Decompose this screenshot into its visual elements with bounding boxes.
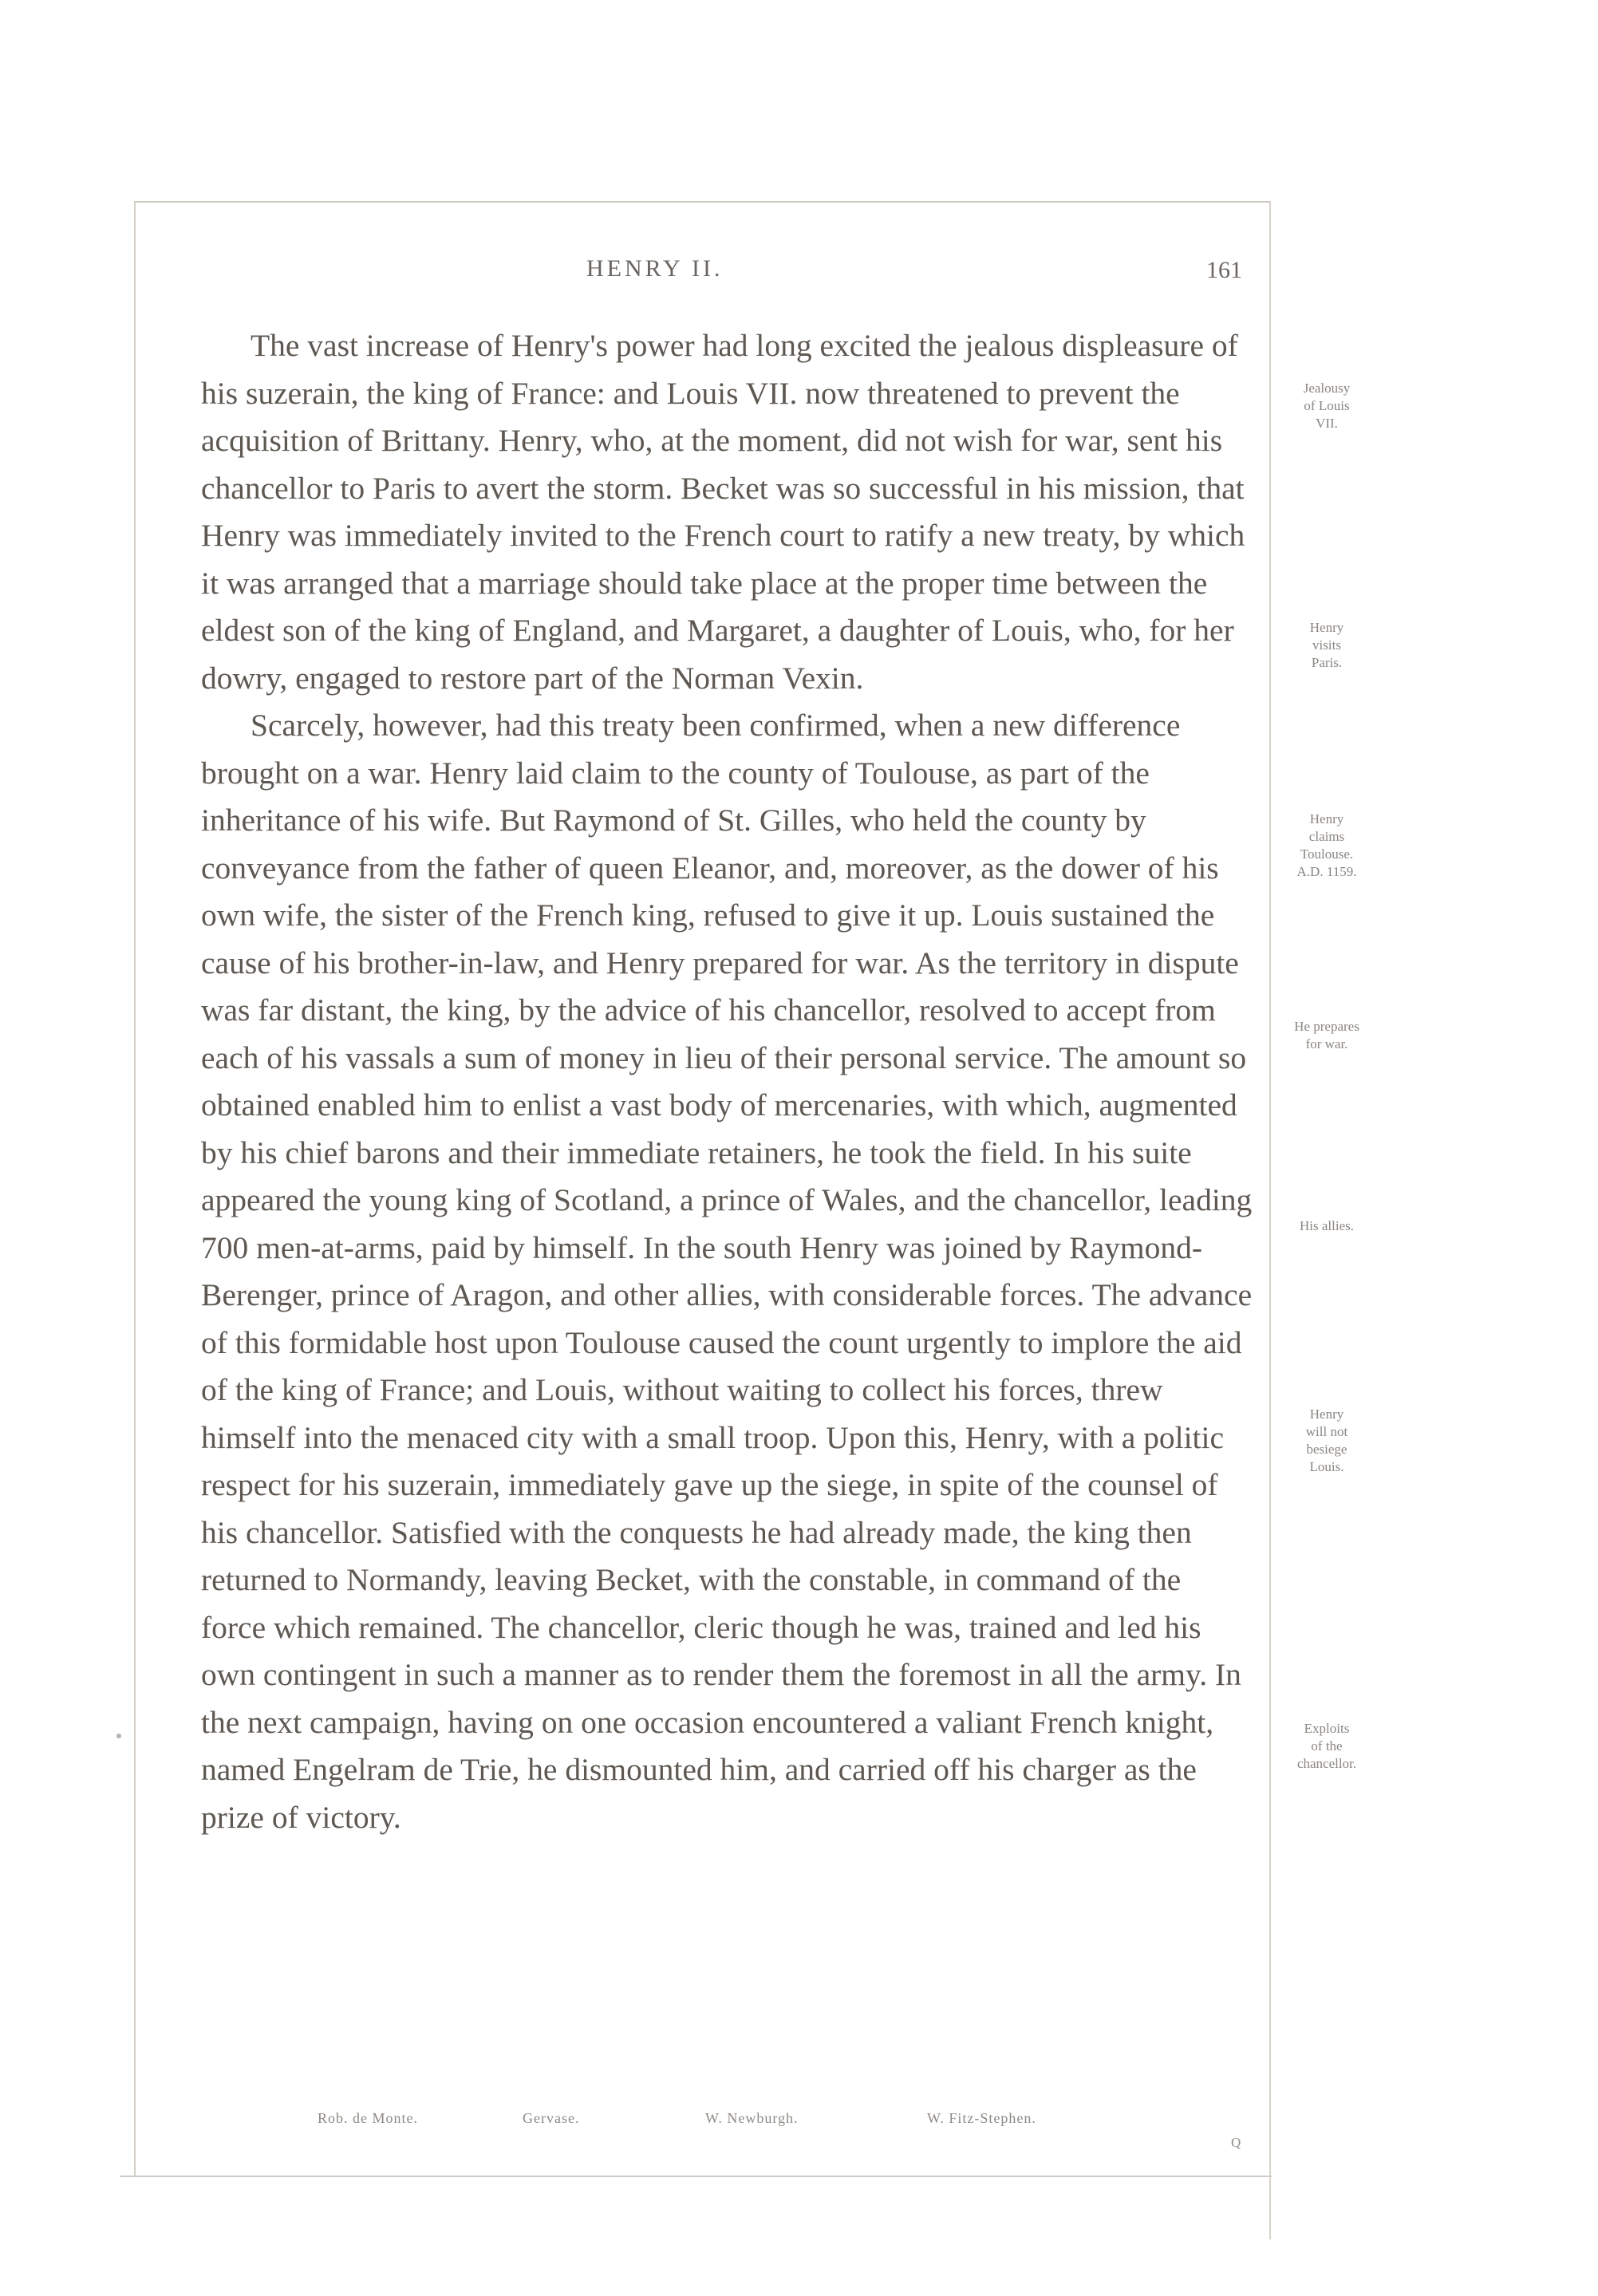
- page-frame-top-rule: [134, 201, 1271, 203]
- margin-mark: [116, 1734, 121, 1738]
- signature-mark: Q: [1231, 2135, 1241, 2150]
- running-head: HENRY II.: [586, 255, 724, 282]
- page-number: 161: [1206, 257, 1242, 283]
- side-note-allies: His allies.: [1300, 1218, 1354, 1233]
- footnote-source: W. Fitz-Stephen.: [927, 2110, 1036, 2126]
- footnote-source: Rob. de Monte.: [318, 2110, 418, 2126]
- side-note-not-besiege: Henry will not besiege Louis.: [1305, 1406, 1348, 1474]
- body-text: [201, 322, 1253, 1841]
- side-note-prepares-war: He prepares for war.: [1294, 1019, 1359, 1051]
- paragraph: The vast increase of Henry's power had long excited the jealous displeasure of his suzerain, the king of France: and Louis VII. now threatened to prevent the acquisition of Brittany. Henry, who, at the moment, did not wish for war, sent his chancellor to Paris to avert the storm. Becket was so successful in his mission, that Henry was immediately invited to the French court to ratify a new treaty, by which it was arranged that a marriage should take place at the proper time between the eldest son of the king of England, and Margaret, a daughter of Louis, who, for her dowry, engaged to restore part of the Norman Vexin.: [201, 328, 1245, 696]
- side-note-claims-toulouse: Henry claims Toulouse. A.D. 1159.: [1296, 811, 1357, 879]
- side-note-exploits: Exploits of the chancellor.: [1296, 1721, 1357, 1771]
- footnote-source: W. Newburgh.: [705, 2110, 799, 2126]
- side-note-visits-paris: Henry visits Paris.: [1309, 620, 1344, 670]
- footnote-source: Gervase.: [523, 2110, 580, 2126]
- page-frame-bottom-rule: [120, 2176, 1272, 2177]
- paragraph: Scarcely, however, had this treaty been confirmed, when a new difference brought on a war. Henry laid claim to the county of Toulouse, as part of the inheritance of his wife. But Raymond of St. Gilles, who held the county by conveyance from the father of queen Eleanor, and, moreover, as the dower of his own wife, the sister of the French king, refused to give it up. Louis sustained the cause of his brother-in-law, and Henry prepared for war. As the territory in dispute was far distant, the king, by the advice of his chancellor, resolved to accept from each of his vassals a sum of money in lieu of their personal service. The amount so obtained enabled him to enlist a vast body of mercenaries, with which, augmented by his chief barons and their immediate retainers, he took the field. In his suite appeared the young king of Scotland, a prince of Wales, and the chancellor, leading 700 men-at-arms, paid by himself. In the south Henry was joined by Raymond-Berenger, prince of Aragon, and other allies, with considerable forces. The advance of this formidable host upon Toulouse caused the count urgently to implore the aid of the king of France; and Louis, without waiting to collect his forces, threw himself into the menaced city with a small troop. Upon this, Henry, with a politic respect for his suzerain, immediately gave up the siege, in spite of the counsel of his chancellor. Satisfied with the conquests he had already made, the king then returned to Normandy, leaving Becket, with the constable, in command of the force which remained. The chancellor, cleric though he was, trained and led his own contingent in such a manner as to render them the foremost in all the army. In the next campaign, having on one occasion encountered a valiant French knight, named Engelram de Trie, he dismounted him, and carried off his charger as the prize of victory.: [201, 708, 1253, 1835]
- page-frame-left-rule: [134, 201, 136, 2176]
- side-note-jealousy: Jealousy of Louis VII.: [1303, 381, 1351, 431]
